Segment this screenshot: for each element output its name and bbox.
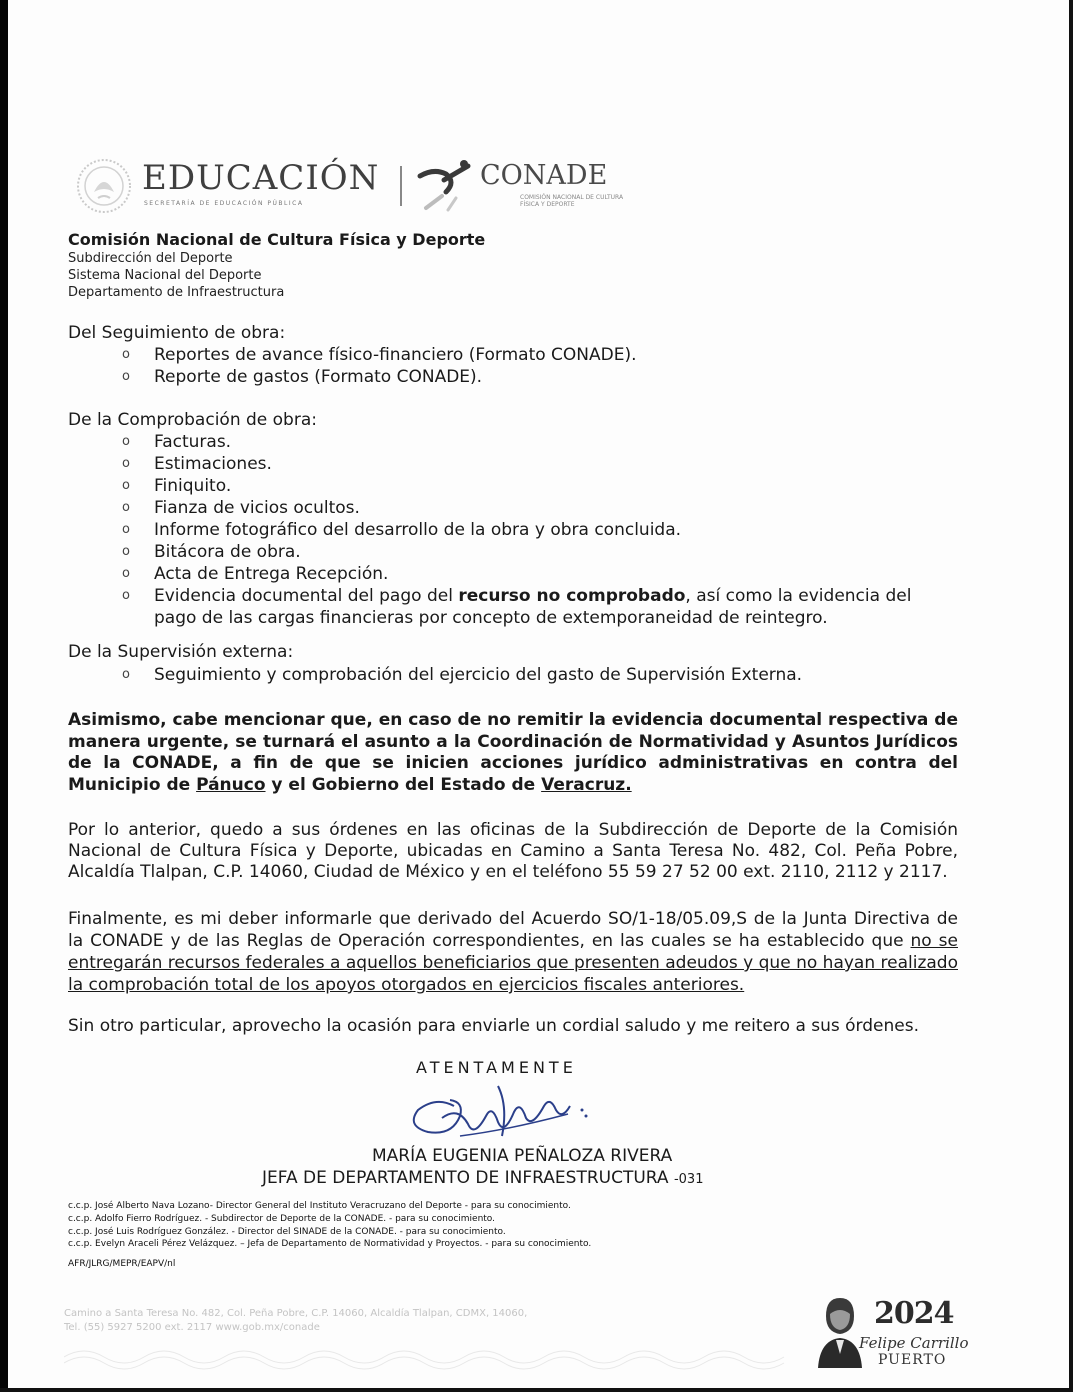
final-underlined-text: no se entregarán recursos federales a aquellos beneficiarios que presenten adeudos y que no hayan realizado la comprobación total de los apoyos otorgados en ejercicios fiscales anteriores. <box>68 931 958 995</box>
seguimiento-list <box>122 344 637 388</box>
list-item: o Seguimiento y comprobación del ejercicio del gasto de Supervisión Externa. <box>122 664 802 686</box>
section-title-comprobacion: De la Comprobación de obra: <box>68 410 317 430</box>
ccp-line: c.c.p. Evelyn Araceli Pérez Velázquez. – Jefa de Departamento de Normatividad y Proyectos. - para su conocimiento. <box>68 1239 592 1250</box>
list-item-evidencia <box>122 585 942 629</box>
conade-logo-text: CONADE <box>480 160 608 191</box>
signer-position <box>262 1168 703 1188</box>
conade-athlete-icon <box>416 158 476 214</box>
ccp-line: c.c.p. Adolfo Fierro Rodríguez. - Subdirector de Deporte de la CONADE. - para su conocimiento. <box>68 1213 496 1224</box>
list-item: o Reportes de avance físico-financiero (Formato CONADE). <box>122 344 637 366</box>
final-paragraph <box>68 908 958 996</box>
municipio-name: Pánuco <box>196 774 266 795</box>
warning-text-start: Asimismo, cabe mencionar que, en caso de no remitir la evidencia documental respectiva de manera urgente, se turnará el asunto a la Coordinación de Normatividad y Asuntos Jurídicos de la CONADE, a fin de que se inicien acciones jurídico administrativas en contra del Municipio de <box>68 710 958 795</box>
recurso-no-comprobado-emphasis: recurso no comprobado <box>458 586 686 606</box>
final-text: Finalmente, es mi deber informarle que derivado del Acuerdo SO/1-18/05.09,S de la Junta Directiva de la CONADE y de las Reglas de Operación correspondientes, en las cuales se ha establecido que <box>68 909 958 951</box>
year-2024-badge <box>816 1294 988 1372</box>
salutation: ATENTAMENTE <box>416 1058 577 1077</box>
footer-address: Camino a Santa Teresa No. 482, Col. Peña Pobre, C.P. 14060, Alcaldía Tlalpan, CDMX, 14060, <box>64 1308 528 1319</box>
signer-position-code: -031 <box>673 1172 704 1187</box>
list-item: o Informe fotográfico del desarrollo de la obra y obra concluida. <box>122 519 942 541</box>
conade-logo-subtitle: COMISIÓN NACIONAL DE CULTURA FÍSICA Y DEPORTE <box>520 194 624 208</box>
conade-logo <box>416 156 626 216</box>
section-title-seguimiento: Del Seguimiento de obra: <box>68 323 286 343</box>
list-item: o Finiquito. <box>122 475 942 497</box>
education-logo-subtitle: SECRETARÍA DE EDUCACIÓN PÚBLICA <box>144 200 304 207</box>
organization-block <box>68 230 485 301</box>
signer-position-title: JEFA DE DEPARTAMENTO DE INFRAESTRUCTURA <box>262 1168 669 1188</box>
evidencia-text-end: , así como la evidencia del pago de las cargas financieras por concepto de extemporaneidad de reintegro. <box>154 586 912 628</box>
signer-name: MARÍA EUGENIA PEÑALOZA RIVERA <box>372 1146 673 1166</box>
section-title-supervision: De la Supervisión externa: <box>68 642 294 662</box>
list-item: o Fianza de vicios ocultos. <box>122 497 942 519</box>
year-name-line1: Felipe Carrillo <box>859 1334 969 1352</box>
scan-left-edge <box>0 0 8 1392</box>
closing-paragraph: Sin otro particular, aprovecho la ocasión para enviarle un cordial saludo y me reitero a sus órdenes. <box>68 1016 919 1036</box>
footer-address-block <box>64 1307 527 1335</box>
scan-right-edge <box>1069 0 1073 1392</box>
ccp-list <box>68 1200 591 1251</box>
footer-contact: Tel. (55) 5927 5200 ext. 2117 www.gob.mx/conade <box>64 1322 320 1333</box>
list-item: o Acta de Entrega Recepción. <box>122 563 942 585</box>
list-item: o Facturas. <box>122 431 942 453</box>
education-logo <box>76 156 380 218</box>
contact-paragraph: Por lo anterior, quedo a sus órdenes en las oficinas de la Subdirección de Deporte de la Comisión Nacional de Cultura Física y Deporte, ubicadas en Camino a Santa Teresa No. 482, Col. Peña Pobre, Alcaldía Tlalpan, C.P. 14060, Ciudad de México y en el teléfono 55 59 27 52 00 ext. 2110, 2112 y 2117. <box>68 820 958 882</box>
list-item: o Estimaciones. <box>122 453 942 475</box>
organization-title: Comisión Nacional de Cultura Física y Deporte <box>68 230 486 249</box>
warning-paragraph <box>68 710 958 796</box>
organization-line: Departamento de Infraestructura <box>68 285 285 300</box>
list-item: o Reporte de gastos (Formato CONADE). <box>122 366 637 388</box>
warning-text-middle: y el Gobierno del Estado de <box>265 774 542 795</box>
year-number: 2024 <box>874 1296 954 1331</box>
year-name-line2: PUERTO <box>878 1352 947 1368</box>
ccp-line: c.c.p. José Luis Rodríguez González. - Director del SINADE de la CONADE. - para su conocimiento. <box>68 1226 506 1237</box>
list-item: o Bitácora de obra. <box>122 541 942 563</box>
ccp-line: c.c.p. José Alberto Nava Lozano- Director General del Instituto Veracruzano del Deporte - para su conocimiento. <box>68 1201 571 1211</box>
reference-initials: AFR/JLRG/MEPR/EAPV/nl <box>68 1259 176 1269</box>
organization-line: Sistema Nacional del Deporte <box>68 268 262 283</box>
organization-line: Subdirección del Deporte <box>68 251 233 266</box>
education-logo-text: EDUCACIÓN <box>142 158 380 198</box>
estado-name: Veracruz. <box>541 774 632 795</box>
logo-divider <box>400 166 402 206</box>
comprobacion-list <box>122 431 942 629</box>
scan-bottom-edge <box>0 1388 1073 1392</box>
felipe-carrillo-portrait-icon <box>816 1294 862 1368</box>
supervision-list <box>122 664 802 686</box>
evidencia-text-start: Evidencia documental del pago del <box>154 586 459 606</box>
footer-pattern-decoration <box>64 1343 804 1371</box>
national-seal-icon <box>76 158 132 214</box>
